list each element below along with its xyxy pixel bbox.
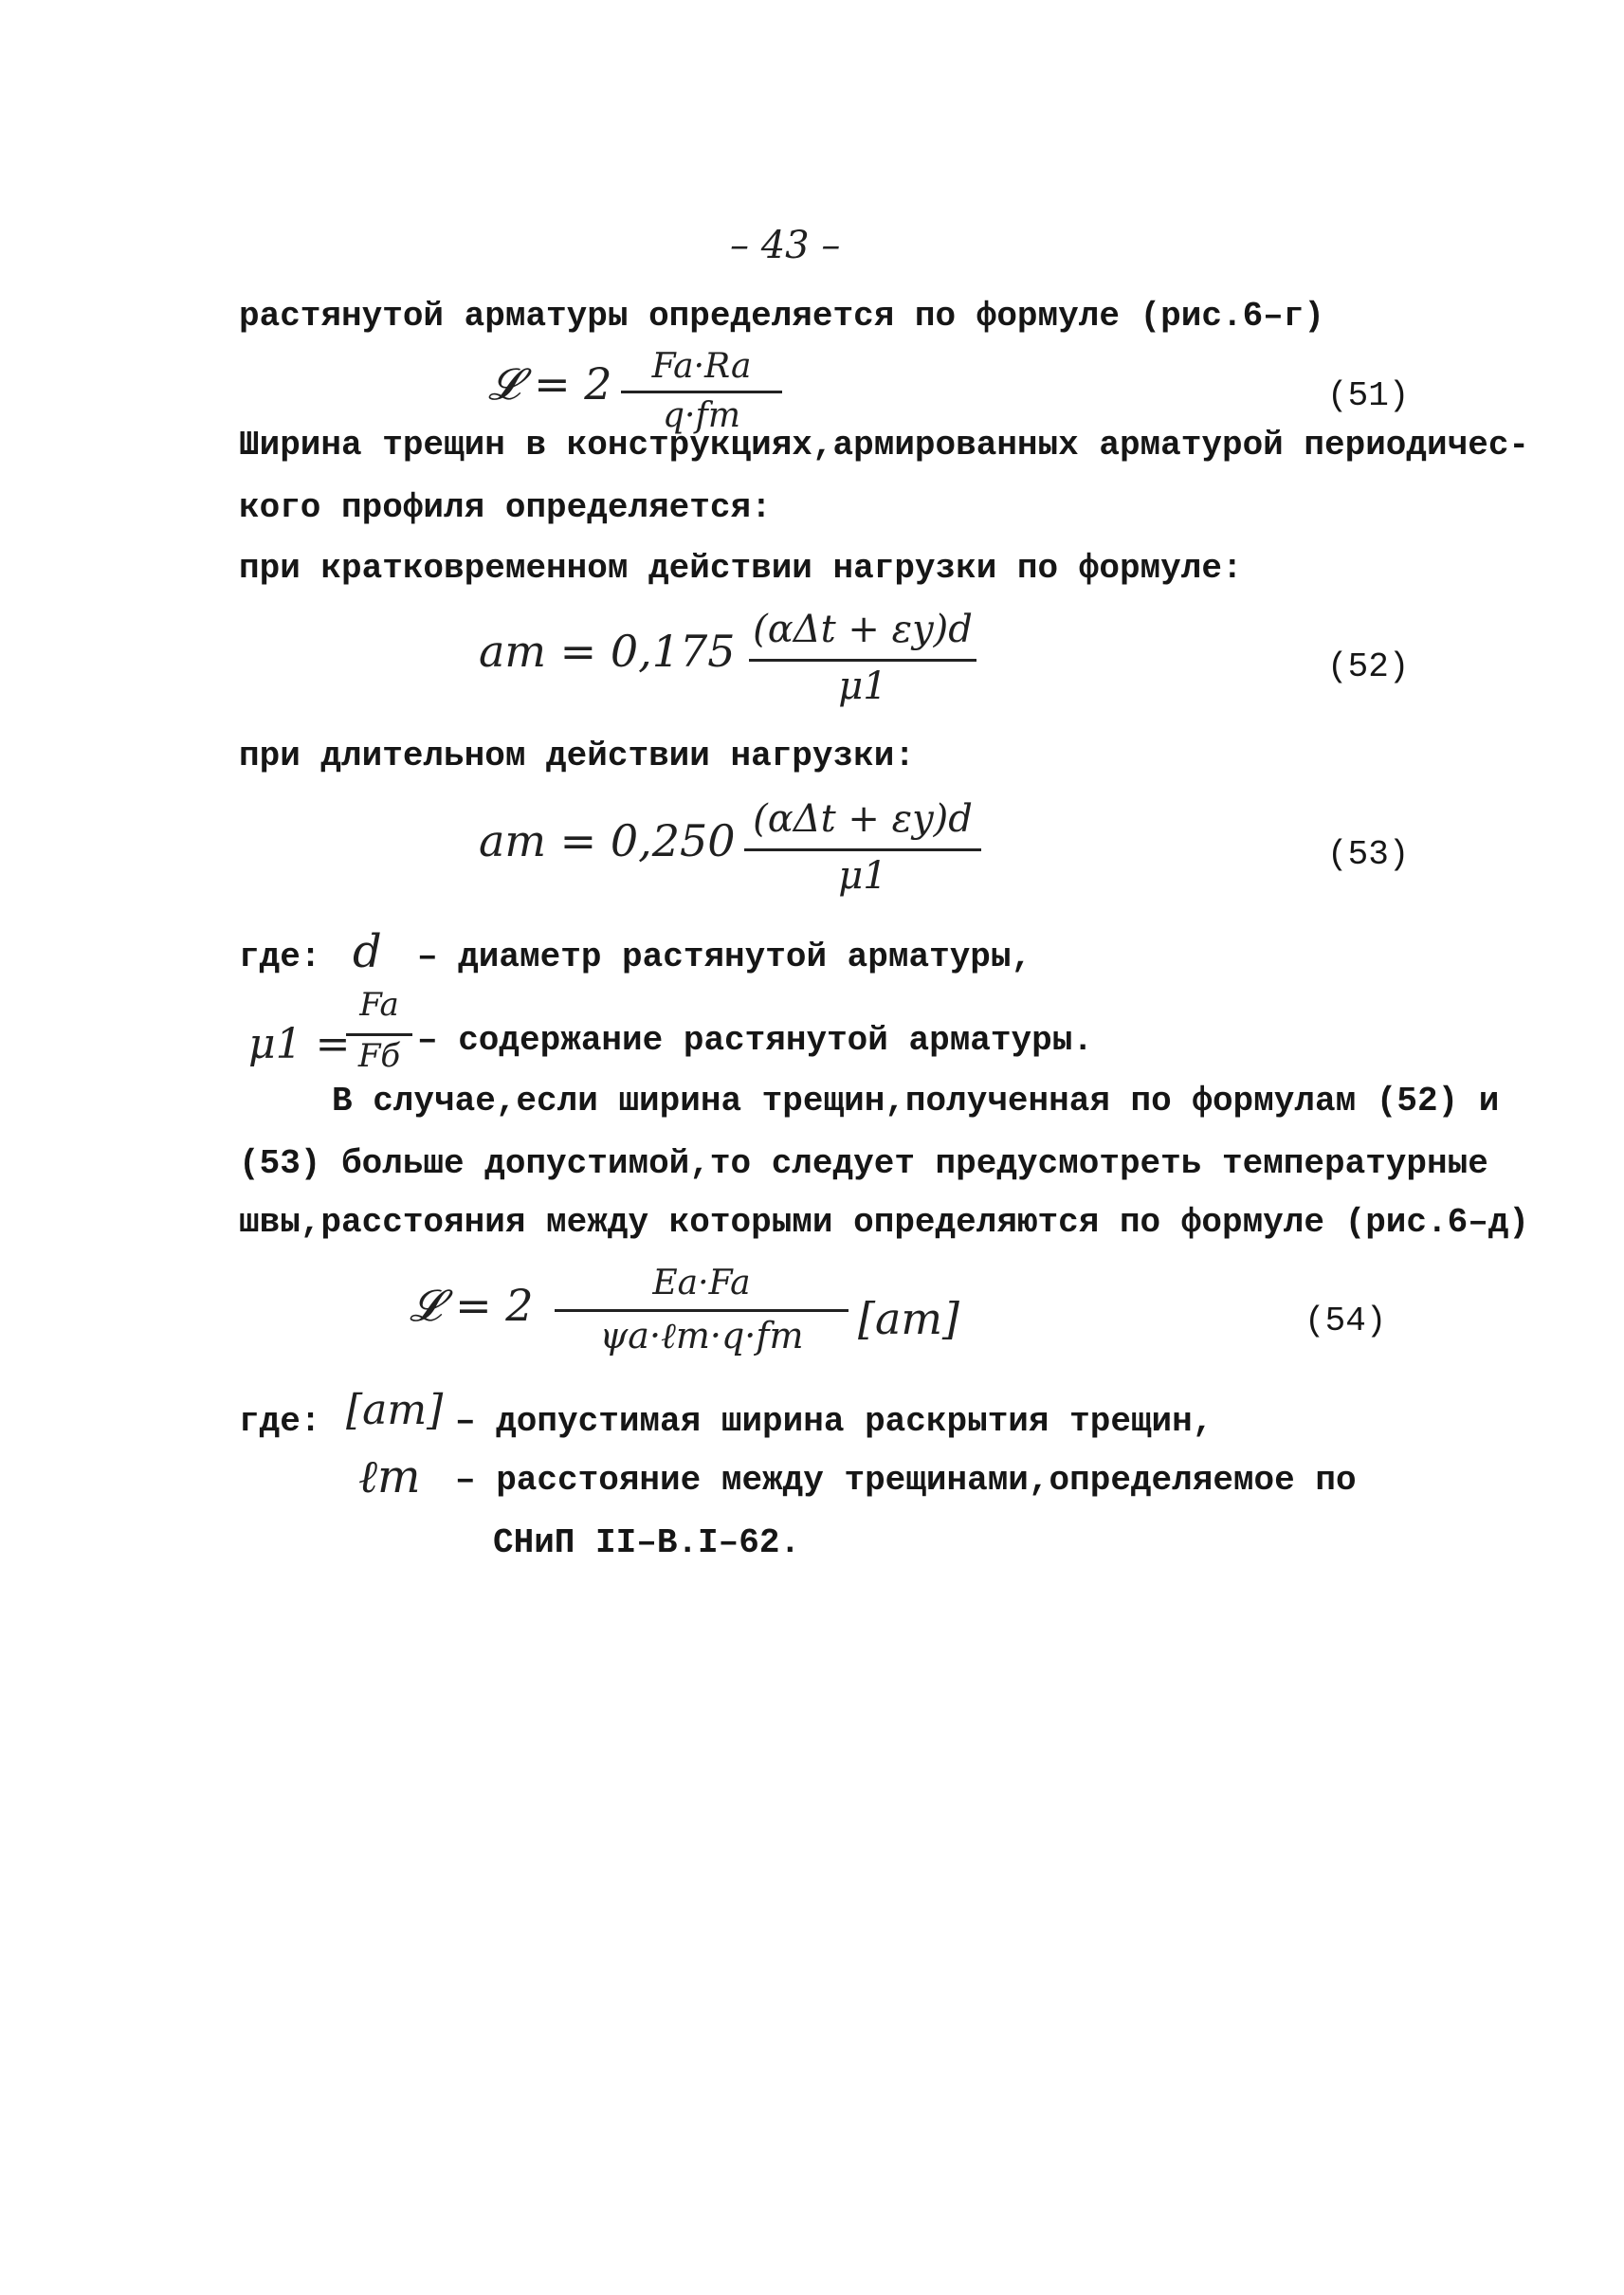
symbol-lt: ℓт: [358, 1450, 421, 1503]
eq54-numerator: Ea·Fa: [652, 1264, 751, 1302]
eq51-lhs: 𝓛 = 2: [488, 358, 612, 410]
eq53-fraction: [744, 797, 981, 905]
text-line-5: при длительном действии нагрузки:: [239, 737, 915, 775]
eq52-lhs: aт = 0,175: [479, 626, 736, 677]
symbol-at: [aт]: [346, 1386, 444, 1434]
mu-fraction: [346, 986, 412, 1084]
mu-description: – содержание растянутой арматуры.: [417, 1021, 1093, 1060]
mu-numerator: Fa: [359, 986, 399, 1024]
text-line-2: Ширина трещин в конструкциях,армированных арматурой периодичес-: [239, 426, 1530, 464]
eq53-number: (53): [1327, 835, 1410, 874]
eq54-fraction: [555, 1266, 848, 1370]
text-line-6: В случае,если ширина трещин,полученная по формулам (52) и: [332, 1082, 1500, 1120]
mu-denominator: Fб: [357, 1037, 401, 1075]
mu-lhs: μ1 =: [248, 1020, 351, 1068]
eq53-numerator: (αΔt + εy)d: [753, 797, 973, 841]
eq52-fraction-bar: [749, 659, 976, 662]
page-number: – 43 –: [730, 224, 841, 267]
symbol-d: d: [353, 925, 382, 978]
d-description: – диаметр растянутой арматуры,: [417, 938, 1032, 976]
lt-description-2: СНиП II–В.I–62.: [493, 1523, 801, 1562]
eq54-lhs: 𝓛 = 2: [410, 1280, 534, 1331]
eq51-fraction-bar: [621, 391, 782, 393]
where-label-2: где:: [239, 1402, 321, 1441]
lt-description-1: – расстояние между трещинами,определяемое по: [455, 1461, 1357, 1500]
at-description: – допустимая ширина раскрытия трещин,: [455, 1402, 1213, 1441]
text-line-3: кого профиля определяется:: [239, 488, 772, 527]
eq54-number: (54): [1305, 1302, 1387, 1340]
eq53-fraction-bar: [744, 848, 981, 851]
text-line-8: швы,расстояния между которыми определяются по формуле (рис.6–д): [239, 1203, 1530, 1242]
text-line-7: (53) больше допустимой,то следует предусмотреть температурные: [239, 1144, 1488, 1183]
text-line-4: при кратковременном действии нагрузки по формуле:: [239, 549, 1243, 588]
eq52-fraction: [749, 608, 976, 716]
text-line-1: растянутой арматуры определяется по формуле (рис.6–г): [239, 297, 1324, 336]
eq51-numerator: Fa·Ra: [651, 347, 752, 386]
eq53-lhs: aт = 0,250: [479, 815, 736, 866]
eq54-denominator: ψa·ℓт·q·fт: [599, 1315, 804, 1357]
eq51-number: (51): [1327, 376, 1410, 415]
eq51-denominator: q·fт: [663, 396, 740, 435]
eq54-rhs: [aт]: [858, 1293, 959, 1344]
eq52-denominator: μ1: [838, 665, 887, 708]
eq52-numerator: (αΔt + εy)d: [753, 608, 973, 651]
mu-fraction-bar: [346, 1033, 412, 1036]
eq53-denominator: μ1: [838, 854, 887, 898]
where-label-1: где:: [239, 938, 321, 976]
eq54-fraction-bar: [555, 1309, 848, 1312]
eq52-number: (52): [1327, 647, 1410, 686]
